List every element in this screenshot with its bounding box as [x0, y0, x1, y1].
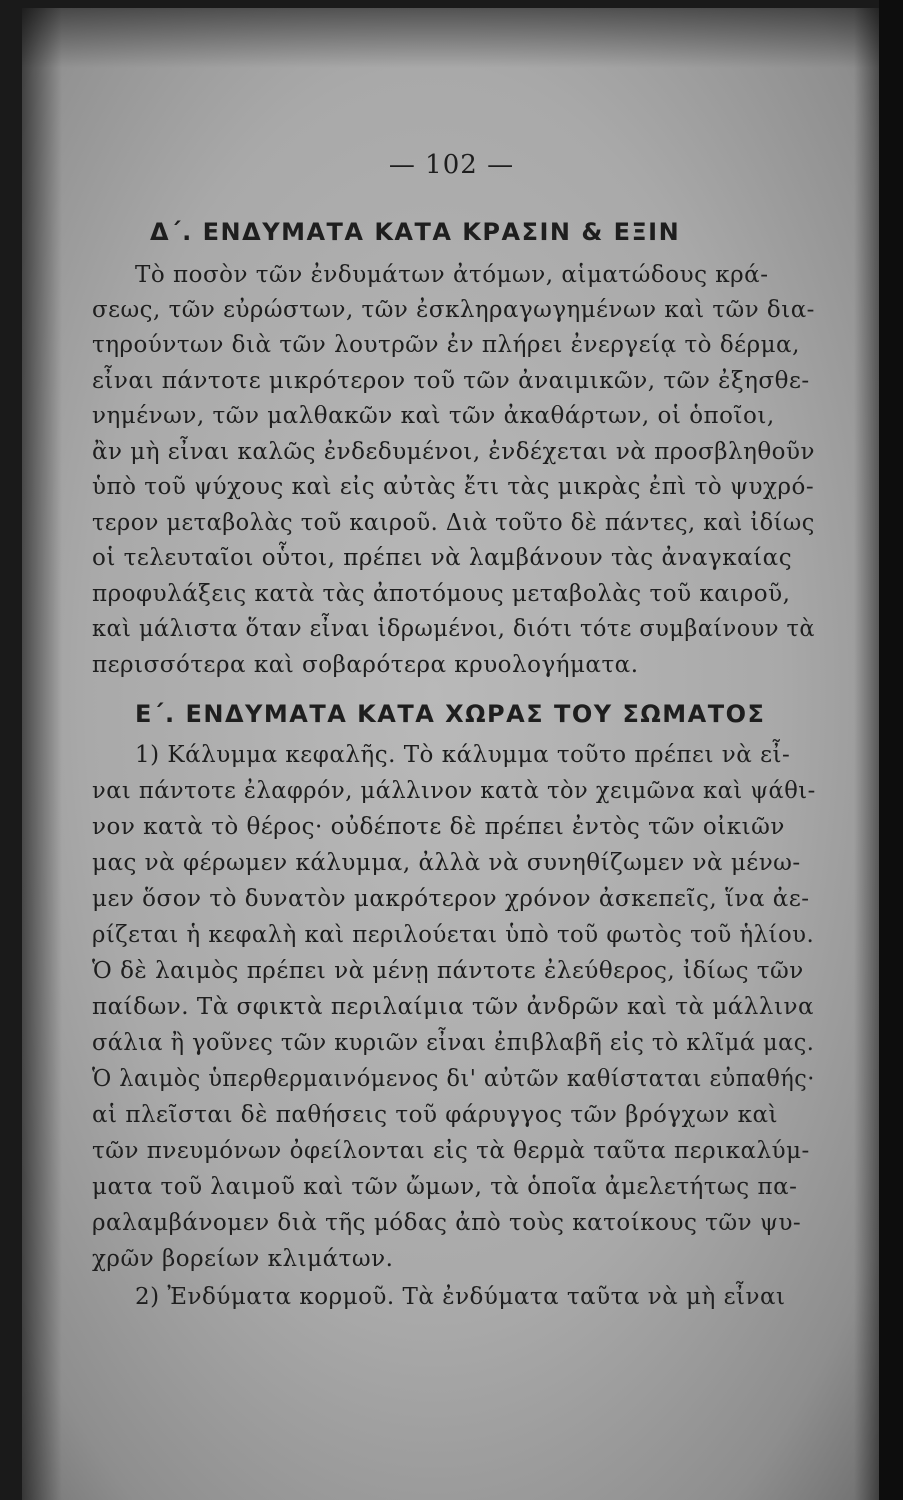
text-line: 1) Κάλυμμα κεφαλῆς. Τὸ κάλυμμα τοῦτο πρέπει νὰ εἶ- — [135, 742, 791, 768]
text-line: μεν ὅσον τὸ δυνατὸν μακρότερον χρόνον ἀσκεπεῖς, ἵνα ἀε- — [92, 886, 810, 912]
text-line: ραλαμβάνομεν διὰ τῆς μόδας ἀπὸ τοὺς κατοίκους τῶν ψυ- — [92, 1210, 802, 1236]
page-number: — 102 — — [388, 150, 515, 180]
text-line: Τὸ ποσὸν τῶν ἐνδυμάτων ἀτόμων, αἱματώδους κρά- — [135, 262, 769, 288]
section-heading-d: Δ΄. ΕΝΔΥΜΑΤΑ ΚΑΤΑ ΚΡΑΣΙΝ & ΕΞΙΝ — [150, 218, 681, 246]
text-line: οἱ τελευταῖοι οὗτοι, πρέπει νὰ λαμβάνουν τὰς ἀναγκαίας — [92, 545, 793, 571]
text-line: αἱ πλεῖσται δὲ παθήσεις τοῦ φάρυγγος τῶν βρόγχων καὶ — [92, 1102, 779, 1128]
text-line: τῶν πνευμόνων ὀφείλονται εἰς τὰ θερμὰ ταῦτα περικαλύμ- — [92, 1138, 810, 1164]
text-line: ματα τοῦ λαιμοῦ καὶ τῶν ὤμων, τὰ ὁποῖα ἀμελετήτως πα- — [92, 1174, 798, 1200]
binding-shadow — [22, 8, 62, 1500]
text-line: ὑπὸ τοῦ ψύχους καὶ εἰς αὐτὰς ἔτι τὰς μικρὰς ἐπὶ τὸ ψυχρό- — [92, 474, 815, 500]
text-line: 2) Ἐνδύματα κορμοῦ. Τὰ ἐνδύματα ταῦτα νὰ μὴ εἶναι — [135, 1284, 786, 1310]
text-line: ναι πάντοτε ἐλαφρόν, μάλλινον κατὰ τὸν χειμῶνα καὶ ψάθι- — [92, 778, 816, 804]
book-edge — [879, 0, 903, 1500]
text-line: εἶναι πάντοτε μικρότερον τοῦ τῶν ἀναιμικῶν, τῶν ἐξησθε- — [92, 368, 810, 394]
right-shadow — [854, 8, 880, 1500]
text-line: χρῶν βορείων κλιμάτων. — [92, 1246, 394, 1272]
text-line: παίδων. Τὰ σφικτὰ περιλαίμια τῶν ἀνδρῶν καὶ τὰ μάλλινα — [92, 994, 814, 1020]
text-line: καὶ μάλιστα ὅταν εἶναι ἱδρωμένοι, διότι τότε συμβαίνουν τὰ — [92, 616, 816, 642]
text-line: Ὁ δὲ λαιμὸς πρέπει νὰ μένῃ πάντοτε ἐλεύθερος, ἰδίως τῶν — [92, 958, 804, 984]
text-line: προφυλάξεις κατὰ τὰς ἀποτόμους μεταβολὰς τοῦ καιροῦ, — [92, 581, 791, 607]
text-line: τηρούντων διὰ τῶν λουτρῶν ἐν πλήρει ἐνεργείᾳ τὸ δέρμα, — [92, 332, 800, 358]
text-line: τερον μεταβολὰς τοῦ καιροῦ. Διὰ τοῦτο δὲ πάντες, καὶ ἰδίως — [92, 510, 815, 536]
text-line: σάλια ἢ γοῦνες τῶν κυριῶν εἶναι ἐπιβλαβῆ εἰς τὸ κλῖμά μας. — [92, 1030, 815, 1056]
text-line: σεως, τῶν εὐρώστων, τῶν ἐσκληραγωγημένων καὶ τῶν δια- — [92, 297, 815, 323]
section-heading-e: Ε΄. ΕΝΔΥΜΑΤΑ ΚΑΤΑ ΧΩΡΑΣ ΤΟΥ ΣΩΜΑΤΟΣ — [135, 700, 766, 728]
text-line: Ὁ λαιμὸς ὑπερθερμαινόμενος δι' αὐτῶν καθίσταται εὐπαθής· — [92, 1066, 815, 1092]
text-line: νον κατὰ τὸ θέρος· οὐδέποτε δὲ πρέπει ἐντὸς τῶν οἰκιῶν — [92, 814, 785, 840]
top-shadow — [22, 8, 880, 68]
text-line: περισσότερα καὶ σοβαρότερα κρυολογήματα. — [92, 652, 639, 678]
text-line: ρίζεται ἡ κεφαλὴ καὶ περιλούεται ὑπὸ τοῦ φωτὸς τοῦ ἡλίου. — [92, 922, 815, 948]
text-line: μας νὰ φέρωμεν κάλυμμα, ἀλλὰ νὰ συνηθίζωμεν νὰ μένω- — [92, 850, 801, 876]
text-line: ἂν μὴ εἶναι καλῶς ἐνδεδυμένοι, ἐνδέχεται νὰ προσβληθοῦν — [92, 439, 815, 465]
text-line: νημένων, τῶν μαλθακῶν καὶ τῶν ἀκαθάρτων, οἱ ὁποῖοι, — [92, 403, 775, 429]
